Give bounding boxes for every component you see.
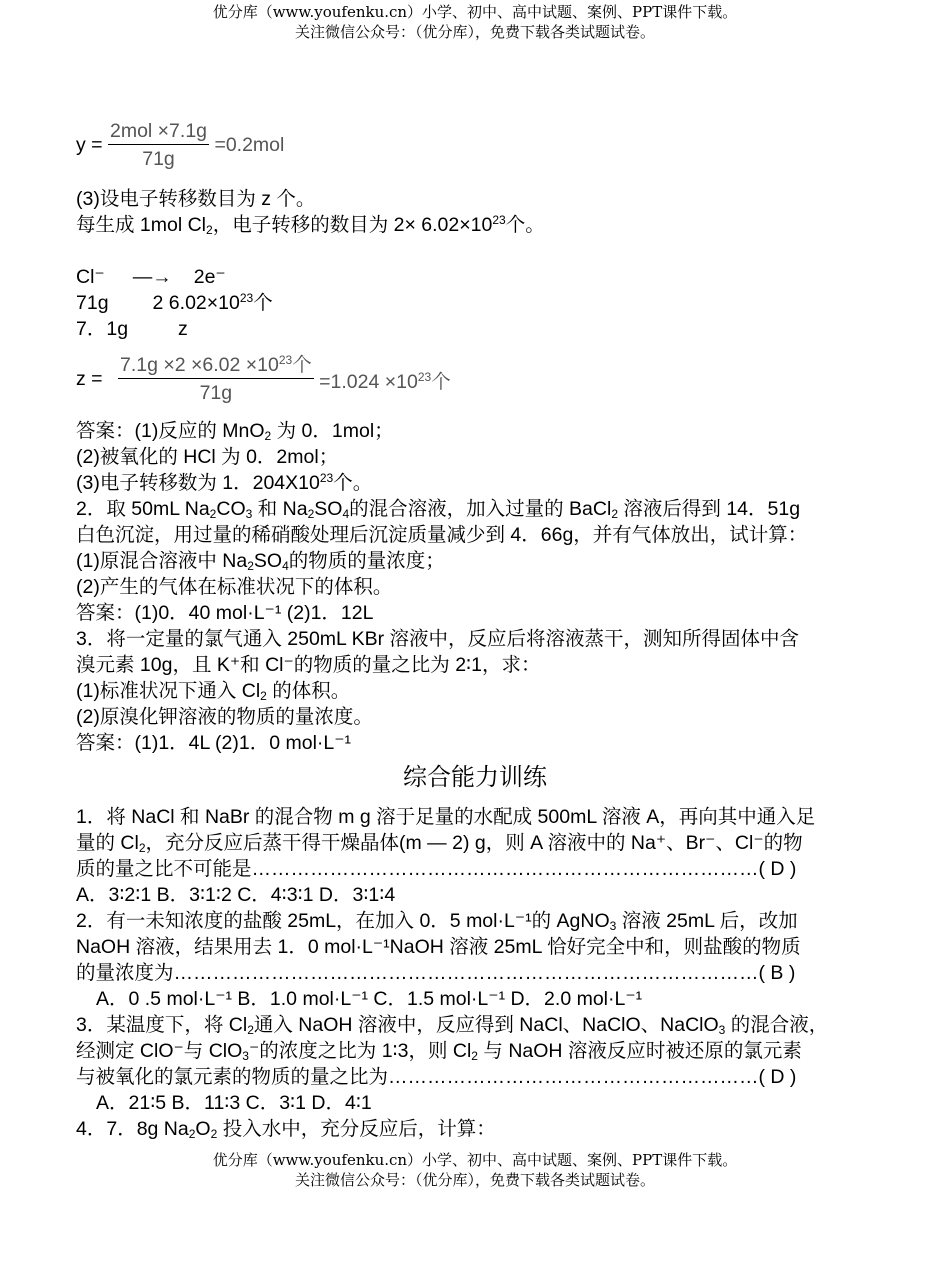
answer1-line1: 答案：(1)反应的 MnO$_2$ 为 0．1mol； bbox=[76, 420, 394, 443]
s2-options: A．0 .5 mol·L⁻¹ B．1.0 mol·L⁻¹ C．1.5 mol·L⁻¹ D．2.0 mol·L⁻¹ bbox=[96, 988, 643, 1010]
s3-line3: 与被氧化的氯元素的物质的量之比为…………………………………………………( D ) bbox=[76, 1066, 797, 1088]
q2-line1: 2．取 50mL $Na_2CO_3$ 和 $Na_2SO_4$的混合溶液，加入过量的 BaCl$_2$ 溶液后得到 14．51g bbox=[76, 498, 801, 521]
q2-answer: 答案：(1)0．40 mol·L⁻¹ (2)1．12L bbox=[76, 602, 374, 624]
answer1-line3: (3)电子转移数为 1．$204X10^{23}$个。 bbox=[76, 471, 373, 494]
equation-z: z = $\frac{7.1g \times 2 \times 6.02 \times 10^{23}个}{71g}$ $=1.024 \times 10^{23}$个 bbox=[76, 352, 451, 407]
q2-line4: (2)产生的气体在标准状况下的体积。 bbox=[76, 576, 393, 598]
q3-line4: (2)原溴化钾溶液的物质的量浓度。 bbox=[76, 706, 373, 728]
s1-line3: 质的量之比不可能是……………………………………………………………………( D ) bbox=[76, 858, 797, 880]
answer1-line2: (2)被氧化的 HCl 为 0．2mol； bbox=[76, 446, 339, 468]
page-header bbox=[0, 2, 950, 42]
q3-line2: 溴元素 10g，且 K⁺和 Cl⁻的物质的量之比为 2∶1，求： bbox=[76, 654, 541, 676]
part3-intro: (3)设电子转移数目为 z 个。 bbox=[76, 188, 316, 210]
scheme-row-3: 7．1g z bbox=[76, 318, 188, 340]
fraction-z: $\frac{7.1g \times 2 \times 6.02 \times 10^{23}个}{71g}$ bbox=[119, 353, 312, 404]
page-footer bbox=[0, 1150, 950, 1190]
s2-line2: NaOH 溶液，结果用去 1．0 mol·L⁻¹NaOH 溶液 25mL 恰好完全中和，则盐酸的物质 bbox=[76, 936, 801, 958]
q3-answer: 答案：(1)1．4L (2)1．0 mol·L⁻¹ bbox=[76, 732, 352, 754]
scheme-row-2: 71g 2 $6.02\times 10^{23}$个 bbox=[76, 291, 273, 314]
footer-line-2: 关注微信公众号：（优分库），免费下载各类试题试卷。 bbox=[294, 1171, 655, 1189]
q3-line1: 3．将一定量的氯气通入 250mL KBr 溶液中，反应后将溶液蒸干，测知所得固体中含 bbox=[76, 628, 800, 650]
s1-line2: 量的 $Cl_2$，充分反应后蒸干得干燥晶体(m — 2) g，则 A 溶液中的 Na⁺、Br⁻、Cl⁻的物 bbox=[76, 832, 803, 855]
fraction-y: $\frac{\text{2mol ×7.1g}}{71g}$ bbox=[109, 120, 208, 170]
q3-line3: (1)标准状况下通入 $Cl_2$ 的体积。 bbox=[76, 680, 351, 703]
footer-line-1: 优分库（www.youfenku.cn）小学、初中、高中试题、案例、PPT课件下载。 bbox=[212, 1151, 738, 1169]
s3-line2: 经测定 ClO⁻与 ClO$_3$⁻的浓度之比为 1∶3，则 $Cl_2$ 与 NaOH 溶液反应时被还原的氯元素 bbox=[76, 1040, 802, 1063]
s1-line1: 1．将 NaCl 和 NaBr 的混合物 m g 溶于足量的水配成 500mL 溶液 A，再向其中通入足 bbox=[76, 806, 816, 828]
header-line-1: 优分库（www.youfenku.cn）小学、初中、高中试题、案例、PPT课件下载。 bbox=[212, 3, 738, 21]
s2-line3: 的量浓度为………………………………………………………………………………( B ) bbox=[76, 962, 796, 984]
header-line-2: 关注微信公众号：（优分库），免费下载各类试题试卷。 bbox=[294, 23, 655, 41]
part3-electrons: 每生成 1mol $Cl_2$，电子转移的数目为 $2\times 6.02\times 10^{23}$个。 bbox=[76, 213, 545, 237]
s4-line1: 4．7．8g $Na_2O_2$ 投入水中，充分反应后，计算： bbox=[76, 1118, 496, 1141]
s2-line1: 2．有一未知浓度的盐酸 25mL，在加入 0．5 mol·L⁻¹的 AgNO$_3$ 溶液 25mL 后，改加 bbox=[76, 910, 798, 933]
s3-line1: 3．某温度下，将 $Cl_2$通入 NaOH 溶液中，反应得到 NaCl、NaClO、NaClO$_3$ 的混合液， bbox=[76, 1014, 829, 1037]
q2-line3: (1)原混合溶液中 $Na_2SO_4$的物质的量浓度； bbox=[76, 550, 445, 573]
s1-options: A．3∶2∶1 B．3∶1∶2 C．4∶3∶1 D．3∶1∶4 bbox=[76, 884, 396, 906]
scheme-row-1: Cl⁻ —→ 2e⁻ bbox=[76, 266, 226, 288]
q2-line2: 白色沉淀，用过量的稀硝酸处理后沉淀质量减少到 4．66g，并有气体放出，试计算： bbox=[76, 524, 808, 546]
equation-y: y = $\frac{\text{2mol ×7.1g}}{71g}$ =0.2mol bbox=[76, 118, 284, 173]
section-title: 综合能力训练 bbox=[403, 764, 547, 791]
s3-options: A．21∶5 B．11∶3 C．3∶1 D．4∶1 bbox=[96, 1092, 372, 1114]
